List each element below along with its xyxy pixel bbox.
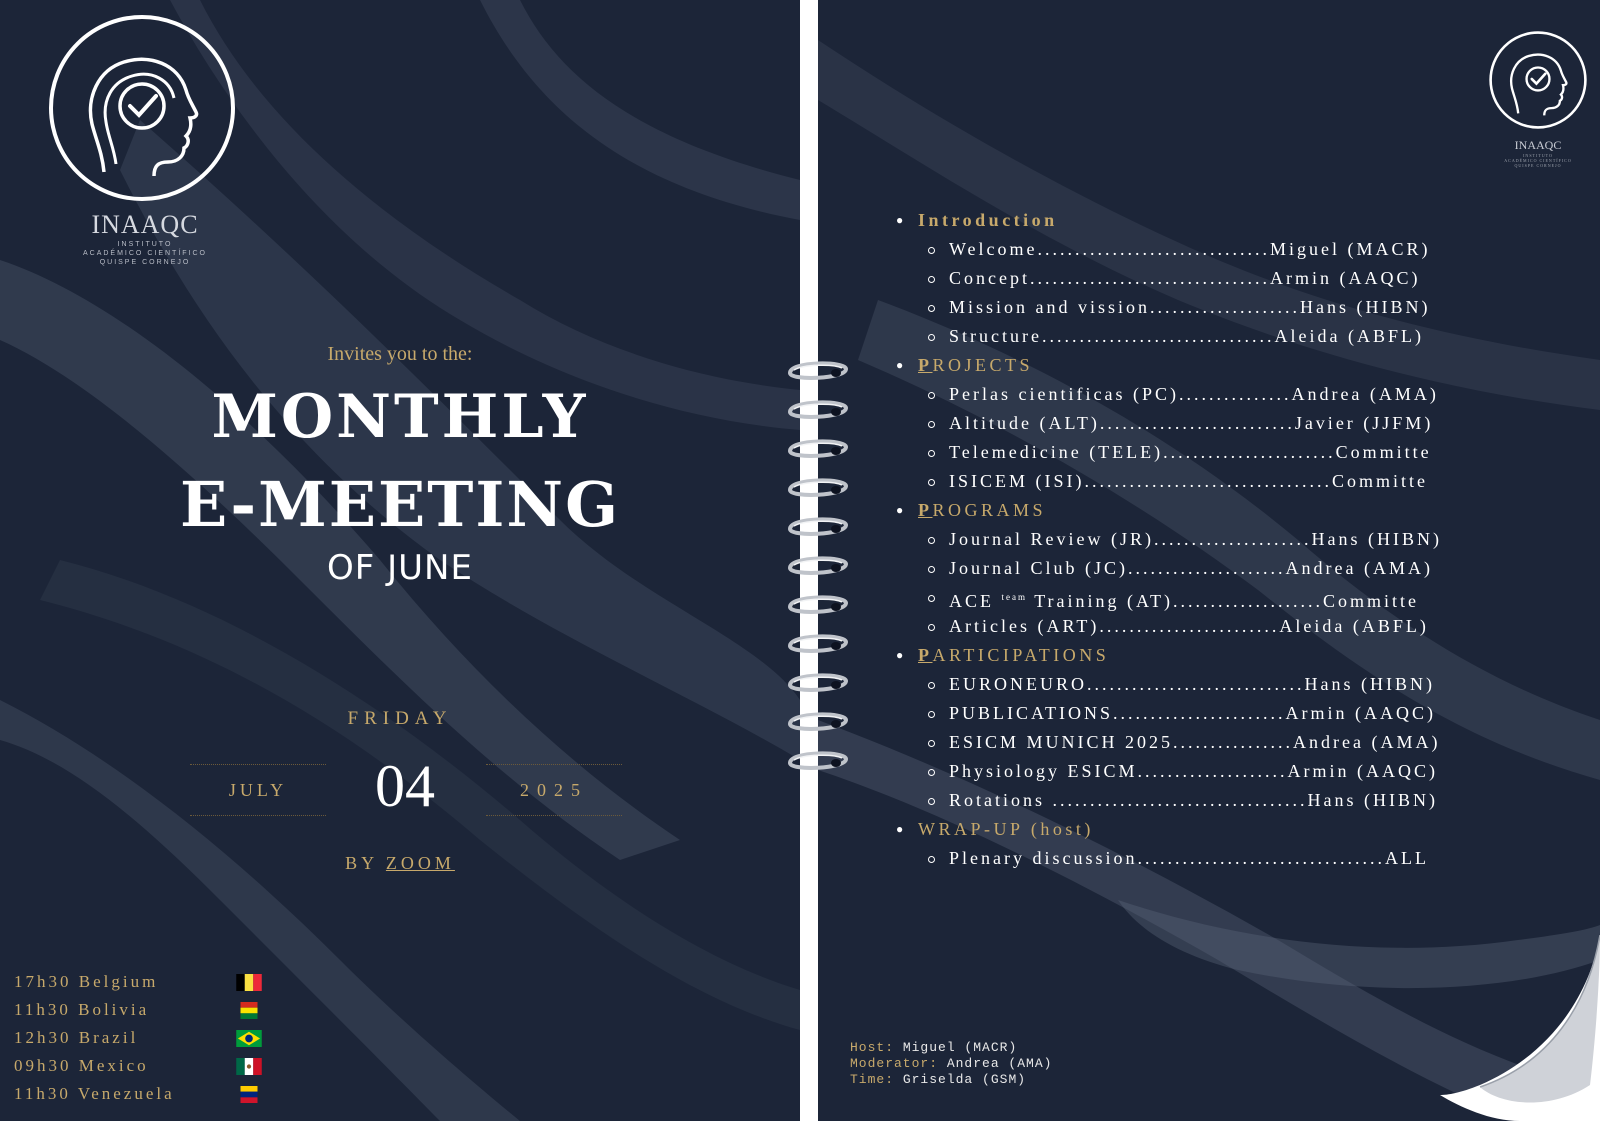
moderator-label: Moderator: — [850, 1056, 939, 1071]
agenda-item — [896, 670, 1596, 699]
binding-hole — [831, 369, 841, 377]
moderator-value: Andrea (AMA) — [946, 1056, 1053, 1071]
agenda-item — [896, 612, 1596, 641]
agenda-section-participations — [896, 641, 1596, 670]
section-initial: P — [918, 500, 933, 520]
host-value: Miguel (MACR) — [902, 1040, 1018, 1055]
agenda-section-introduction — [896, 206, 1596, 235]
mexico-flag-icon — [236, 1058, 262, 1075]
circle-bullet-icon — [928, 711, 935, 718]
brand-sub-2: ACADÉMICO CIENTÍFICO — [82, 250, 207, 257]
agenda-item-label: Journal Club (JC).....................Andrea (AMA) — [949, 558, 1433, 578]
agenda-item — [896, 409, 1596, 438]
inaaqc-logo-icon — [46, 12, 238, 204]
roles-footer — [850, 1040, 1052, 1088]
agenda-item-label: Plenary discussion.................................ALL — [949, 848, 1429, 868]
section-title — [918, 641, 1109, 670]
zoom-link[interactable]: ZOOM — [385, 853, 455, 873]
brand-block-small — [1478, 138, 1598, 168]
agenda-item-label: Articles (ART)........................Aleida (ABFL) — [949, 616, 1429, 636]
by-prefix: BY — [345, 853, 378, 873]
circle-bullet-icon — [928, 566, 935, 573]
binding-hole — [831, 759, 841, 767]
brand-name: INAAQC — [1514, 138, 1562, 152]
agenda-item — [896, 438, 1596, 467]
brand-sub-1: INSTITUTO — [117, 241, 173, 248]
binding-hole — [831, 408, 841, 416]
brand-sub-3: QUISPE CORNEJO — [99, 259, 191, 266]
time-value: 12h30 — [14, 1028, 72, 1047]
country-name: Belgium — [78, 972, 159, 991]
title-monthly: MONTHLY — [211, 382, 589, 452]
brand-sub-3: QUISPE CORNEJO — [1514, 163, 1562, 168]
bolivia-flag-icon — [236, 1002, 262, 1019]
ace-prefix: ACE — [949, 591, 994, 611]
agenda-list — [896, 206, 1596, 873]
agenda-item — [896, 322, 1596, 351]
time-value: Griselda (GSM) — [902, 1072, 1027, 1087]
binding-hole — [831, 486, 841, 494]
circle-bullet-icon — [928, 479, 935, 486]
binding-hole — [831, 681, 841, 689]
country-name: Venezuela — [77, 1084, 175, 1103]
agenda-item-label: Structure...............................Aleida (ABFL) — [949, 326, 1424, 346]
agenda-item — [896, 235, 1596, 264]
agenda-item — [896, 757, 1596, 786]
binding-hole — [831, 720, 841, 728]
circle-bullet-icon — [928, 624, 935, 631]
circle-bullet-icon — [928, 450, 935, 457]
agenda-item-label: Concept................................Armin (AAQC) — [949, 268, 1421, 288]
brand-sub-2: ACADÉMICO CIENTÍFICO — [1504, 158, 1572, 163]
section-title: Introduction — [918, 210, 1058, 230]
agenda-section-wrap-up — [896, 815, 1596, 844]
date-month: JULY — [190, 764, 326, 816]
agenda-item-label: ESICM MUNICH 2025................Andrea (AMA) — [949, 732, 1441, 752]
bullet-icon: ● — [896, 648, 907, 662]
agenda-item-label: Rotations ..................................Hans (HIBN) — [949, 790, 1438, 810]
bullet-icon: ● — [896, 503, 907, 517]
agenda-item — [896, 467, 1596, 496]
binding-hole — [831, 525, 841, 533]
section-initial: P — [918, 645, 933, 665]
time-value: 11h30 — [14, 1000, 71, 1019]
circle-bullet-icon — [928, 595, 935, 602]
bullet-icon: ● — [896, 213, 907, 227]
section-initial: P — [918, 355, 933, 375]
binding-hole — [831, 603, 841, 611]
timezone-row — [14, 1000, 274, 1028]
invites-text: Invites you to the: — [327, 343, 473, 365]
binding-hole — [831, 642, 841, 650]
page-curl-icon — [1440, 935, 1600, 1121]
circle-bullet-icon — [928, 305, 935, 312]
belgium-flag-icon — [236, 974, 262, 991]
circle-bullet-icon — [928, 334, 935, 341]
venezuela-flag-icon — [236, 1086, 262, 1103]
agenda-item-label: Altitude (ALT)..........................Javier (JJFM) — [949, 413, 1434, 433]
circle-bullet-icon — [928, 740, 935, 747]
circle-bullet-icon — [928, 421, 935, 428]
timezone-row — [14, 1084, 274, 1112]
country-name: Bolivia — [78, 1000, 150, 1019]
agenda-item — [896, 554, 1596, 583]
circle-bullet-icon — [928, 392, 935, 399]
timezone-list — [14, 972, 274, 1112]
agenda-item — [896, 264, 1596, 293]
agenda-item-label: PUBLICATIONS.......................Armin (AAQC) — [949, 703, 1436, 723]
agenda-item — [896, 699, 1596, 728]
date-day: 04 — [375, 753, 435, 819]
brand-sub-1: INSTITUTO — [1523, 153, 1553, 158]
time-value: 17h30 — [14, 972, 72, 991]
ace-sup: team — [1001, 592, 1027, 602]
date-weekday: FRIDAY — [347, 708, 453, 729]
timezone-row — [14, 972, 274, 1000]
section-title: WRAP-UP (host) — [918, 819, 1094, 839]
host-label: Host: — [850, 1040, 895, 1055]
timezone-row — [14, 1028, 274, 1056]
time-line — [850, 1072, 1052, 1088]
section-rest: ARTICIPATIONS — [932, 645, 1110, 665]
agenda-item-label: ISICEM (ISI).................................Committe — [949, 471, 1428, 491]
agenda-item — [896, 844, 1596, 873]
brazil-flag-icon — [236, 1030, 262, 1047]
circle-bullet-icon — [928, 276, 935, 283]
section-title — [918, 496, 1046, 525]
agenda-item-label: Telemedicine (TELE).......................Committe — [949, 442, 1432, 462]
agenda-item-label: Physiology ESICM....................Armin (AAQC) — [949, 761, 1439, 781]
binding-hole — [831, 564, 841, 572]
circle-bullet-icon — [928, 537, 935, 544]
agenda-item-label: Journal Review (JR).....................Hans (HIBN) — [949, 529, 1442, 549]
circle-bullet-icon — [928, 247, 935, 254]
agenda-item — [896, 786, 1596, 815]
title-e-meeting: E-MEETING — [179, 468, 621, 541]
agenda-item — [896, 293, 1596, 322]
time-value: 11h30 — [14, 1084, 71, 1103]
agenda-item — [896, 380, 1596, 409]
time-value: 09h30 — [14, 1056, 72, 1075]
country-name: Brazil — [78, 1028, 139, 1047]
bullet-icon: ● — [896, 358, 907, 372]
host-line — [850, 1040, 1052, 1056]
agenda-section-programs — [896, 496, 1596, 525]
title-of-june: OF JUNE — [327, 548, 473, 588]
agenda-item — [896, 583, 1596, 612]
timezone-row — [14, 1056, 274, 1084]
moderator-line — [850, 1056, 1052, 1072]
agenda-item-label: Welcome...............................Miguel (MACR) — [949, 239, 1431, 259]
circle-bullet-icon — [928, 798, 935, 805]
agenda-section-projects — [896, 351, 1596, 380]
country-name: Mexico — [78, 1056, 149, 1075]
by-zoom — [0, 853, 800, 874]
section-title — [918, 351, 1033, 380]
agenda-item-label: EURONEURO.............................Hans (HIBN) — [949, 674, 1435, 694]
binding-hole — [831, 447, 841, 455]
agenda-item-label: Mission and vission....................Hans (HIBN) — [949, 297, 1431, 317]
bullet-icon: ● — [896, 822, 907, 836]
agenda-item-label: Perlas cientificas (PC)...............Andrea (AMA) — [949, 384, 1439, 404]
agenda-item — [896, 728, 1596, 757]
time-label: Time: — [850, 1072, 895, 1087]
brand-name: INAAQC — [91, 210, 199, 239]
section-rest: ROGRAMS — [932, 500, 1047, 520]
date-year: 2025 — [486, 764, 622, 816]
circle-bullet-icon — [928, 769, 935, 776]
circle-bullet-icon — [928, 856, 935, 863]
inaaqc-logo-icon — [1488, 30, 1588, 130]
circle-bullet-icon — [928, 682, 935, 689]
brand-block — [50, 210, 240, 267]
section-rest: ROJECTS — [932, 355, 1034, 375]
spiral-binding-icon — [784, 355, 856, 785]
agenda-item — [896, 525, 1596, 554]
ace-rest: Training (AT)....................Committe — [1034, 591, 1420, 611]
